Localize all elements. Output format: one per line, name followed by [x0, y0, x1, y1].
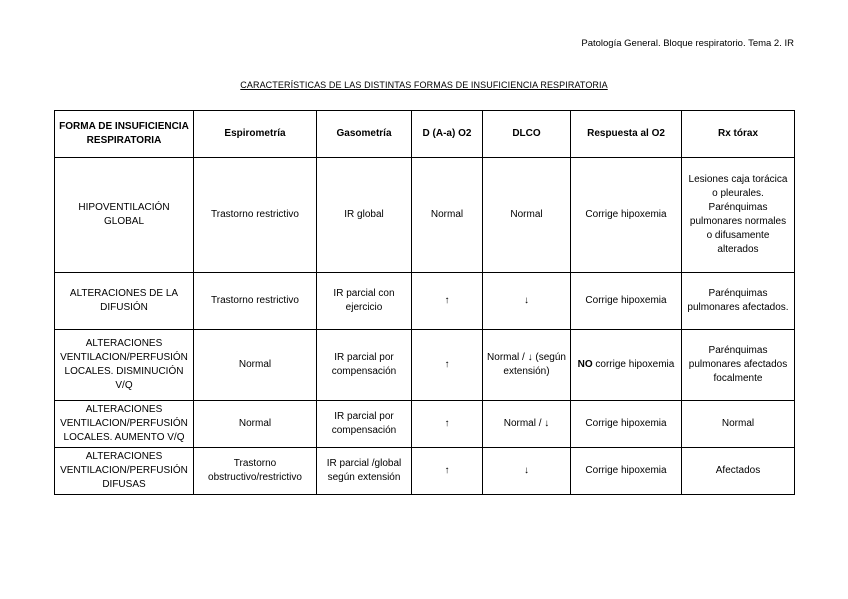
cell-dlco: Normal / ↓: [483, 401, 571, 448]
column-header-dlco: DLCO: [483, 111, 571, 158]
cell-espirometria: Normal: [194, 330, 317, 401]
table-row: [55, 158, 795, 273]
cell-forma: HIPOVENTILACIÓN GLOBAL: [55, 158, 194, 273]
cell-rx-torax: Parénquimas pulmonares afectados focalmente: [682, 330, 795, 401]
cell-rx-torax: Afectados: [682, 448, 795, 495]
respuesta-text: Corrige hipoxemia: [585, 465, 667, 476]
cell-daa-o2: ↑: [412, 273, 483, 330]
cell-forma: ALTERACIONES DE LA DIFUSIÓN: [55, 273, 194, 330]
table-row: [55, 448, 795, 495]
cell-respuesta-o2: [571, 330, 682, 401]
table-row: [55, 273, 795, 330]
table-row: [55, 401, 795, 448]
cell-respuesta-o2: [571, 158, 682, 273]
column-header-rx-torax: Rx tórax: [682, 111, 795, 158]
column-header-forma: FORMA DE INSUFICIENCIA RESPIRATORIA: [55, 111, 194, 158]
cell-rx-torax: Normal: [682, 401, 795, 448]
cell-respuesta-o2: [571, 273, 682, 330]
column-header-respuesta-o2: Respuesta al O2: [571, 111, 682, 158]
respiratory-failure-table: [54, 110, 795, 495]
cell-dlco: Normal / ↓ (según extensión): [483, 330, 571, 401]
document-title: CARACTERÍSTICAS DE LAS DISTINTAS FORMAS DE INSUFICIENCIA RESPIRATORIA: [240, 80, 608, 90]
cell-espirometria: Normal: [194, 401, 317, 448]
column-header-daa-o2: D (A-a) O2: [412, 111, 483, 158]
page-header: Patología General. Bloque respiratorio. Tema 2. IR: [581, 38, 794, 49]
cell-respuesta-o2: [571, 448, 682, 495]
column-header-gasometria: Gasometría: [317, 111, 412, 158]
cell-daa-o2: ↑: [412, 330, 483, 401]
column-header-espirometria: Espirometría: [194, 111, 317, 158]
respuesta-text: Corrige hipoxemia: [585, 209, 667, 220]
respuesta-bold-text: NO: [577, 359, 593, 370]
respuesta-text: Corrige hipoxemia: [585, 418, 667, 429]
cell-gasometria: IR parcial con ejercicio: [317, 273, 412, 330]
cell-forma: ALTERACIONES VENTILACION/PERFUSIÓN LOCALES. AUMENTO V/Q: [55, 401, 194, 448]
cell-espirometria: Trastorno restrictivo: [194, 273, 317, 330]
cell-gasometria: IR parcial por compensación: [317, 330, 412, 401]
cell-rx-torax: Parénquimas pulmonares afectados.: [682, 273, 795, 330]
cell-daa-o2: ↑: [412, 401, 483, 448]
cell-daa-o2: ↑: [412, 448, 483, 495]
table-header-row: [55, 111, 795, 158]
cell-daa-o2: Normal: [412, 158, 483, 273]
cell-dlco: ↓: [483, 273, 571, 330]
cell-dlco: Normal: [483, 158, 571, 273]
cell-rx-torax: Lesiones caja torácica o pleurales. Parénquimas pulmonares normales o difusamente alterados: [682, 158, 795, 273]
cell-dlco: ↓: [483, 448, 571, 495]
respuesta-text: corrige hipoxemia: [592, 359, 675, 370]
cell-gasometria: IR parcial por compensación: [317, 401, 412, 448]
respuesta-text: Corrige hipoxemia: [585, 295, 667, 306]
table-row: [55, 330, 795, 401]
cell-respuesta-o2: [571, 401, 682, 448]
cell-espirometria: Trastorno obstructivo/restrictivo: [194, 448, 317, 495]
cell-forma: ALTERACIONES VENTILACION/PERFUSIÓN DIFUSAS: [55, 448, 194, 495]
cell-espirometria: Trastorno restrictivo: [194, 158, 317, 273]
cell-gasometria: IR parcial /global según extensión: [317, 448, 412, 495]
cell-gasometria: IR global: [317, 158, 412, 273]
cell-forma: ALTERACIONES VENTILACION/PERFUSIÓN LOCALES. DISMINUCIÓN V/Q: [55, 330, 194, 401]
